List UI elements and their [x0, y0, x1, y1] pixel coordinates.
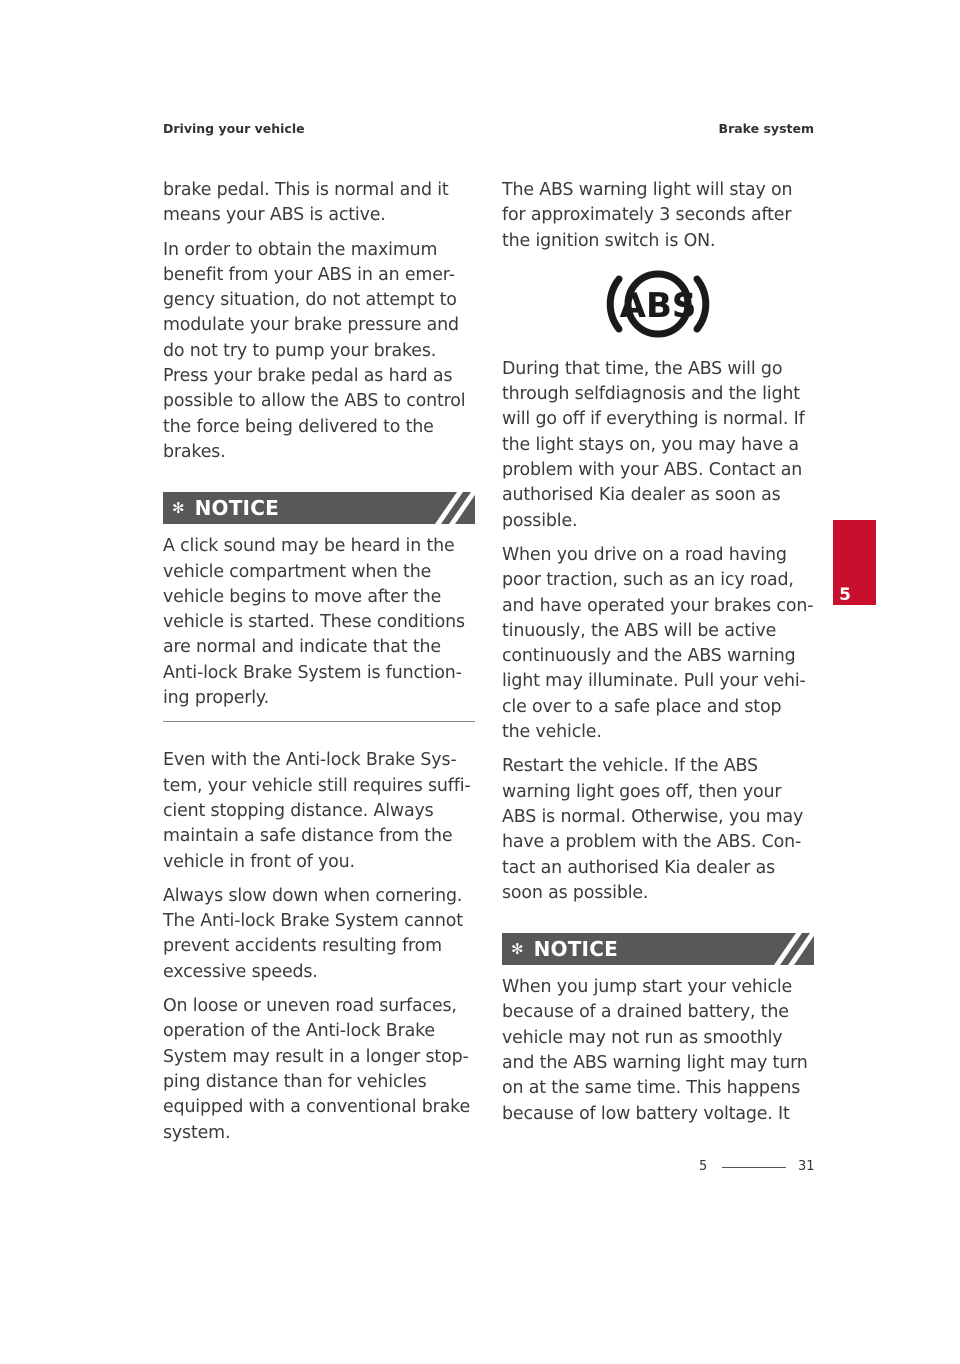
notice-divider [163, 721, 475, 722]
body-paragraph: The ABS warning light will stay on for approximately 3 seconds after the ignition switch is ON. [502, 180, 793, 251]
notice-header [163, 492, 475, 524]
footer-page-number: 31 [798, 1159, 815, 1174]
notice-stripes-icon [754, 933, 814, 965]
body-paragraph: Even with the Anti-lock Brake Sys-tem, your vehicle still requires suffi-cient stopping distance. Always maintain a safe distance from the vehicle in front of you. [163, 750, 471, 872]
notice-text: A click sound may be heard in the vehicle compartment when the vehicle begins to move after the vehicle is started. These conditions are normal and indicate that the Anti-lock Brake System is function-ing properly. [163, 536, 465, 709]
notice-text: When you jump start your vehicle because of a drained battery, the vehicle may not run as smoothly and the ABS warning light may turn on at the same time. This happens because of low battery voltage. It [502, 977, 808, 1124]
footer-divider [722, 1167, 786, 1168]
notice-header [502, 933, 814, 965]
notice-asterisk-icon: ✻ [172, 499, 185, 518]
chapter-tab-number: 5 [839, 585, 851, 605]
body-paragraph: Always slow down when cornering. The Anti-lock Brake System cannot prevent accidents resulting from excessive speeds. [163, 885, 463, 982]
body-paragraph: Restart the vehicle. If the ABS warning light goes off, then your ABS is normal. Otherwise, you may have a problem with the ABS. Con-tact an authorised Kia dealer as soon as possible. [502, 756, 804, 903]
running-header-topic: Brake system [718, 121, 814, 136]
body-paragraph: During that time, the ABS will go through selfdiagnosis and the light will go off if everything is normal. If the light stays on, you may have a problem with your ABS. Contact an authorised Kia dealer as soon as possible. [502, 358, 805, 531]
notice-title: NOTICE [533, 937, 618, 962]
right-column [502, 178, 814, 1136]
body-paragraph: brake pedal. This is normal and it means your ABS is active. [163, 180, 449, 226]
left-column [163, 178, 475, 1155]
body-paragraph: In order to obtain the maximum benefit from your ABS in an emer-gency situation, do not attempt to modulate your brake pressure and do not try to pump your brakes. Press your brake pedal as hard as possible to allow the ABS to control the force being delivered to the brakes. [163, 239, 466, 462]
abs-warning-light-icon [502, 263, 814, 345]
notice-asterisk-icon: ✻ [511, 940, 524, 959]
footer-chapter-number: 5 [699, 1159, 708, 1174]
notice-stripes-icon [415, 492, 475, 524]
body-paragraph: On loose or uneven road surfaces, operation of the Anti-lock Brake System may result in a longer stop-ping distance than for vehicles equipped with a conventional brake system. [163, 996, 471, 1143]
notice-title: NOTICE [194, 496, 279, 521]
body-paragraph: When you drive on a road having poor traction, such as an icy road, and have operated your brakes con-tinuously, the ABS will be active continuously and the ABS warning light may illuminate. Pull your vehi-cle over to a safe place and stop the vehicle. [502, 544, 814, 743]
running-header-section: Driving your vehicle [163, 121, 305, 136]
abs-icon-label: ABS [619, 285, 697, 326]
